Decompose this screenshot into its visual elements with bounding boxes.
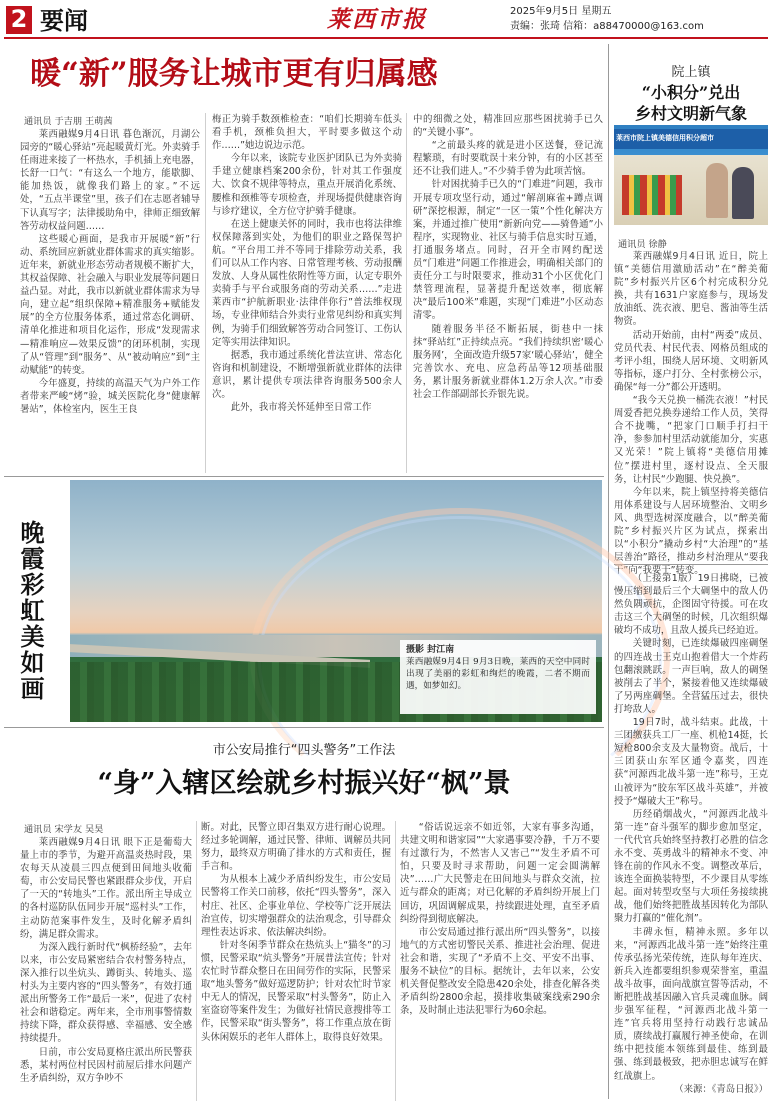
paragraph: 今年盛夏，持续的高温天气为户外工作者带来严峻“烤”验，城关医院化身“健康解暑站”，体检室内，医生王良 [20,377,200,415]
reporter-names: 通讯员 于吉朋 王萌茜 [24,116,113,127]
paragraph: 为深入践行新时代“枫桥经验”，去年以来，市公安局紧密结合农村警务特点，深入推行以坐炕头、蹲街头、转地头、巡村头为主要内容的“四头警务”，有效打通派出所警务工作“最后一米”，促进了农村社会和谐稳定。两年来，全市刑事警情数持续下降，群众获得感、幸福感、安全感持续提升。 [20,941,192,1045]
paragraph: 丰碑永恒，精神永照。多年以来，“河源西北战斗第一连”始终注重传承弘扬光荣传统，连队每年连庆、新兵入连都要组织参观荣誉室，重温战斗故事，面向战旗宣誓等活动，不断把胜战基因融入官兵灵魂血脉。阔步强军征程，“河源西北战斗第一连”官兵将用坚持行动践行忠诚品质，赓续战打赢履行神圣使命，在训练中把技能本领练到最佳、练到最强、练到最极致，把赤胆忠诚写在鲜红战旗上。 [614,926,768,1082]
reporter-names: 通讯员 徐静 [618,239,667,250]
paragraph: 针对冬闲季节群众在热炕头上“猫冬”的习惯，民警采取“炕头警务”开展普法宣传；针对农忙时节群众整日在田间劳作的实际，民警采取“地头警务”做好巡逻防护；针对农忙时节家中无人的情况，民警采取“村头警务”，防止入室盗窃等案件发生；为做好社情民意搜排等工作，民警采取“街头警务”，将工作重点放在街头休闲娱乐的老年人群体上，取得良好效果。 [201,939,391,1043]
paragraph: 关键时刻，已连续爆破四座碉堡的四连战士王克山抱着借大一个炸药包翻滚跳跃。一声巨响，敌人的碉堡被削去了半个，紧接着他又连续爆破了另两座碉堡。全营猛压过去，很快打垮敌人。 [614,638,768,715]
paragraph: 为从根本上减少矛盾纠纷发生，市公安局民警将工作关口前移，依托“四头警务”，深入村庄、社区、企事业单位、学校等广泛开展法治宣传，切实增强群众的法治观念，引导群众理性表达诉求、依法解决纠纷。 [201,874,391,938]
shelf-goods [622,175,682,215]
issue-date: 2025年9月5日 星期五 [510,6,612,17]
article1-col1 [20,128,200,473]
paragraph: 断。对此，民警立即召集双方进行耐心说理。经过多轮调解，通过民警、律师、调解员共同努力，最终双方明确了排水的方式和责任，握手言和。 [201,822,391,873]
photo-top-rule [4,476,604,477]
column-divider [406,113,407,473]
paragraph: 19日7时，战斗结束。此战，十三团缴获兵工厂一座、机枪14挺，长短枪800余支及大量物资。战后，十三团获山东军区通令嘉奖，四连获“河源西北战斗第一连”称号，王克山被评为“胶东军区战斗英雄”，并被授予“爆破大王”称号。 [614,717,768,807]
sidebar-headline-line2: 乡村文明新气象 [634,104,747,123]
article2-col2 [201,821,391,1102]
paragraph: 据悉，我市通过系统化普法宣讲、常态化咨询和机制建设，不断增强新就业群体的法律意识，累计提供专项法律咨询服务500余人次。 [212,349,402,400]
paragraph: “俗话说远亲不如近邻，大家有事多沟通，共建文明和谐家园”“大家遇事要冷静，千万不要有过激行为，不然害人又害己”“发生矛盾不可怕，只要及时寻求帮助，问题一定会圆满解决”……广大民警走在田间地头与群众交流，拉近与群众的距离；对已化解的矛盾纠纷开展上门回访，巩固调解成果，持续跟进处理，直至矛盾纠纷得到彻底解决。 [400,822,600,925]
article2-headline: “身”入辖区绘就乡村振兴好“枫”景 [97,768,511,799]
photo-vertical-title [14,520,46,702]
paragraph: 此外，我市将关怀延伸至日常工作 [230,402,372,414]
editor-line: 责编：张琦 信箱：a88470000@163.com [510,21,704,32]
photo-caption: 莱西融媒9月4日 9月3日晚，莱西的天空中同时出现了美丽的彩虹和绚烂的晚霞，二者不期而遇，如梦如幻。 [406,657,590,691]
paragraph: 随着服务半径不断拓展，街巷中一抹抹“驿站红”正持续点亮。“我们持续织密‘暖心服务网’，全面改造升级57家‘暖心驿站’，健全完善饮水、充电、应急药品等12项基础服务，累计服务新就业群体1.2万余人次。”市委社会工作部副部长乔银先说。 [413,323,603,400]
paragraph: 莱西融媒9月4日讯 眼下正是葡萄大量上市的季节，为避开高温炎热时段，果农每天从凌晨三四点便到田间地头收葡萄，市公安局民警也紧跟群众步伐，开启了一天的“转地头”工作。派出所主导成立的各村巡防队伍同步开展“巡村头”工作，主动防范案事件发生，及时化解矛盾纠纷，满足群众需求。 [20,837,192,940]
person-figure [732,167,754,219]
sidebar-photo [614,125,768,225]
sidebar-kicker: 院上镇 [671,65,711,80]
paragraph: 市公安局通过推行派出所“四头警务”，以接地气的方式密切警民关系、推进社会治理、促进社会和谐，实现了“矛盾不上交、平安不出事、服务不缺位”的目标。据统计，去年以来，公安机关督促整改安全隐患420余处，排查化解各类矛盾纠纷2800余起，摸排收集破案线索290余条，及时制止违法犯罪行为60余起。 [400,926,600,1017]
reporter-names: 通讯员 宋学友 吴昊 [24,824,104,835]
newspaper-logo: 莱西市报 [327,6,427,33]
paragraph: 莱西融媒9月4日讯 近日，院上镇“美德信用激励活动”在“醉美葡院”乡村振兴片区6个村完成积分兑换，共有1631户家庭参与，现场发放油纸、洗衣液、肥皂、酱油等生活物资。 [614,251,768,328]
paragraph: 今年以来，院上镇坚持将美德信用体系建设与人居环境整治、文明乡风、典型选树深度融合，以“醉美葡院”乡村振兴片区为试点，探索出以“小积分”撬动乡村“大治理”的“基层善治”路径，推动乡村治理从“要我干”向“我要干”转变。 [614,486,768,577]
article2-kicker: 市公安局推行“四头警务”工作法 [212,743,396,758]
paragraph: 历经硝烟战火，“河源西北战斗第一连”奋斗强军的脚步愈加坚定，一代代官兵始终坚持教打必胜的信念永不变、英勇战斗的精神永不变、冲锋在前的作风永不变。调整改革后，该连全面换装特型，不少课目从零练起。面对转型攻坚与大项任务接续挑战，他们始终把胜战基因转化为部队聚力打赢的“催化剂”。 [614,808,768,925]
paragraph: 今年以来，该院专业医护团队已为外卖骑手建立健康档案200余份，针对其工作强度大、饮食不规律等特点，重点开展消化系统、腰椎和颈椎等专项检查，并现场提供健康咨询与诊疗建议，全方位守护骑手健康。 [212,153,402,217]
photographer: 摄影 封江南 [406,645,455,655]
paragraph: “我今天兑换一桶洗衣液！”村民周爱香把兑换券递给工作人员，笑得合不拢嘴，“把家门口顺手打扫干净，参参加村里活动就能加分，实惠又光荣！”院上镇将“美德信用摊位”摆进村里，逐村设点、全天服务，让村民“少跑腿、快兑换”。 [614,395,768,485]
paragraph: 日前，市公安局夏格庄派出所民警获悉，某村两位村民因村前屋后排水问题产生矛盾纠纷，双方争吵不 [20,1046,192,1084]
person-figure [706,163,728,218]
paragraph: 活动开始前，由村“两委”成员、党员代表、村民代表、网格员组成的考评小组，围绕人居环境、文明新风等指标，逐户打分、全村张榜公示，确保“每一分”都公开透明。 [614,329,768,393]
masthead [0,0,772,40]
article1-col3 [413,113,603,473]
paragraph: 梅正为骑手数颈椎检查：“咱们长期骑车低头看手机，颈椎负担大，平时要多做这个动作……”她边说边示范。 [212,114,402,152]
article2-col1 [20,836,192,1102]
article1-headline: 暖“新”服务让城市更有归属感 [30,56,438,92]
sidebar-top-body [614,250,768,577]
sidebar-top [614,44,768,124]
paragraph: 这些暖心画面，是我市开展暖“新”行动、系统回应新就业群体需求的真实缩影。近年来，新就业形态劳动者规模不断扩大，其权益保障、社会融入与职业发展等问题日益凸显。对此，我市以新就业群体需求为导向，建立起“组织保障+精准服务+赋能发展”的全方位服务体系，通过常态化调研、清单化推进和项目化运作，形成“发现需求—精准响应—效果反馈”的闭环机制，实现了从“管理”到“服务”、从“被动响应”到“主动赋能”的转变。 [20,233,200,376]
section-title: 要闻 [40,7,88,35]
paragraph: 针对困扰骑手已久的“门难进”问题，我市开展专项攻坚行动，通过“解剖麻雀+蹲点调研”深挖根源，制定“一区一策”个性化解决方案，并通过推广使用“新新向党——骑鲁通”小程序，实现物业、社区与骑手信息实时互通，打通服务堵点。同时，召开全市网约配送员“门难进”问题工作推进会，明确相关部门的责任分工与时限要求，推动31个小区优化门禁管理流程，显著提升配送效率，彻底解决“最后100米”难题，实现“门难进”小区动态清零。 [413,179,603,322]
column-divider [205,113,206,473]
article1-byline [24,113,113,127]
sidebar-byline [618,236,667,250]
paragraph: 在送上健康关怀的同时，我市也将法律维权保障落到实处，为他们的职业之路保驾护航。“平台用工并不等同于排除劳动关系，我们可以从工作内容、日常管理考核、劳动报酬发放、人身从属性依附性等方面，认定专职外卖骑手与平台或服务商的劳动关系……”走进莱西市“护航新职业·法律伴你行”普法维权现场，专业律师结合外卖行业常见纠纷和真实判例，为骑手们细致解答劳动合同签订、工伤认定等实用法律知识。 [212,218,402,348]
article2-byline [24,821,103,835]
page-number: 2 [10,5,28,33]
masthead-rule [4,37,768,39]
article2-col3 [400,821,600,1102]
vertical-title-text: 晚霞彩虹美如画 [16,520,45,702]
photo-caption-box [400,640,596,714]
sidebar-headline-line1: “小积分”兑出 [641,83,741,102]
paragraph: 中的细微之处，精准回应那些困扰骑手已久的“关键小事”。 [413,114,603,139]
source-note: （来源：《青岛日报》） [674,1083,768,1095]
paragraph: “之前最头疼的就是进小区送餐，登记流程繁琐，有时要耽误十来分钟，有的小区甚至还不让我们进人。”不少骑手曾为此项苦恼。 [413,140,603,178]
photo-banner-text: 莱西市院上镇美德信用积分超市 [616,134,714,142]
sidebar-section-rule [614,564,768,565]
column-divider [395,821,396,1101]
article1-col2 [212,113,402,473]
photo-bottom-rule [4,727,604,728]
sidebar-bottom-body [614,572,768,1102]
column-divider [196,821,197,1101]
paragraph: （上接第1版）19日拂晓，已被慢压缩到最后三个大碉堡中的敌人仍然负隅顽抗，企图固守待援。可在攻击这三个大碉堡的时候，几次组织爆破均不成功，且敌人援兵已经迫近。 [614,573,768,637]
paragraph: 莱西融媒9月4日讯 暮色渐沉，月湖公园旁的“暖心驿站”亮起暖黄灯光。外卖骑手任雨进来接了一杯热水，手机插上充电器，长舒一口气：“有这么一个地方，能歇脚、能加热饭，就像我们路上的家。”不远处，“五点半课堂”里，孩子们在志愿者辅导下认真写字；法律援助角中，律师正细致解答劳动权益问题…… [20,129,200,232]
